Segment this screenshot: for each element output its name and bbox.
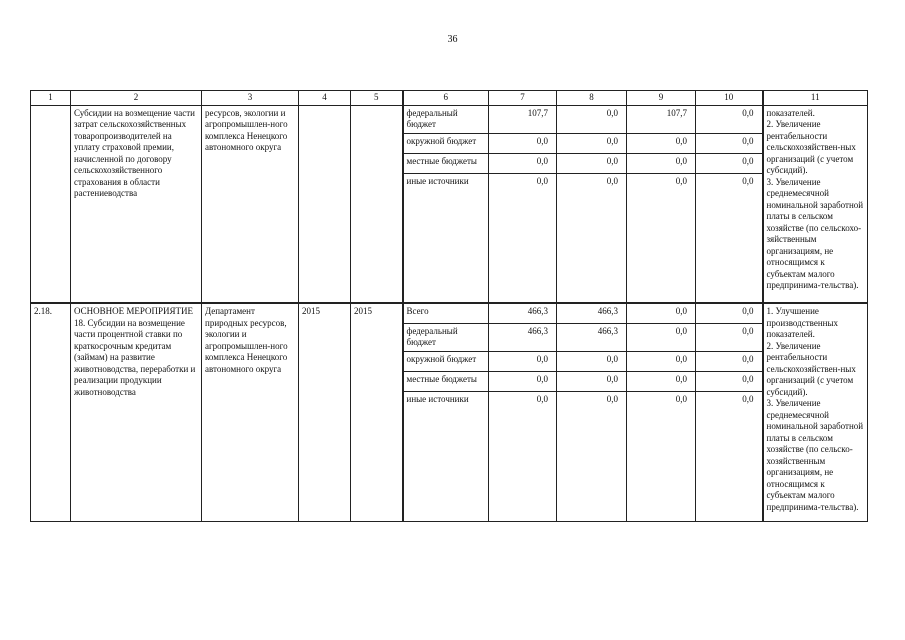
expected-results: показателей. 2. Увеличение рентабельности сельскохозяйствен-ных организаций (с учетом субсидий). 3. Увеличение среднемесячной номинальной заработной платы в сельском хозяйстве (по сельскохо-зяйственным организациям, не относящимся к субъектам малого предпринима-тельства). [763, 105, 868, 303]
column-header: 8 [557, 91, 627, 106]
program-table [30, 90, 868, 522]
value-cell: 107,7 [489, 105, 557, 133]
funding-source: федеральный бюджет [403, 323, 489, 351]
row-number [31, 105, 71, 303]
funding-source: окружной бюджет [403, 133, 489, 153]
value-cell: 0,0 [696, 391, 763, 521]
value-cell: 466,3 [489, 323, 557, 351]
executor: Департамент природных ресурсов, экологии и агропромышлен-ного комплекса Ненецкого автономного округа [202, 303, 299, 521]
expected-results: 1. Улучшение производственных показателей. 2. Увеличение рентабельности сельскохозяйствен-ных организаций (с учетом субсидий). 3. Увеличение среднемесячной номинальной заработной платы в сельском хозяйстве (по сельско-хозяйственным организациям, не относящимся к субъектам малого предпринима-тельства). [763, 303, 868, 521]
value-cell: 0,0 [696, 105, 763, 133]
start-year: 2015 [299, 303, 351, 521]
value-cell: 0,0 [696, 351, 763, 371]
value-cell: 0,0 [557, 153, 627, 173]
value-cell: 466,3 [557, 303, 627, 323]
value-cell: 0,0 [696, 371, 763, 391]
header-row [31, 91, 868, 106]
column-header: 5 [351, 91, 403, 106]
funding-source: иные источники [403, 391, 489, 521]
value-cell: 0,0 [489, 351, 557, 371]
column-header: 11 [763, 91, 868, 106]
measure-description: ОСНОВНОЕ МЕРОПРИЯТИЕ 18. Субсидии на возмещение части процентной ставки по краткосрочным кредитам (займам) на развитие животноводства, переработки и реализации продукции животноводства [71, 303, 202, 521]
value-cell: 0,0 [627, 173, 696, 303]
value-cell: 0,0 [489, 173, 557, 303]
column-header: 3 [202, 91, 299, 106]
column-header: 4 [299, 91, 351, 106]
value-cell: 0,0 [627, 351, 696, 371]
column-header: 2 [71, 91, 202, 106]
value-cell: 0,0 [696, 303, 763, 323]
table-row [31, 303, 868, 323]
column-header: 6 [403, 91, 489, 106]
value-cell: 0,0 [696, 133, 763, 153]
value-cell: 0,0 [557, 351, 627, 371]
end-year [351, 105, 403, 303]
table-row [31, 105, 868, 133]
executor: ресурсов, экологии и агропромышлен-ного комплекса Ненецкого автономного округа [202, 105, 299, 303]
value-cell: 0,0 [627, 371, 696, 391]
page-number: 36 [447, 34, 458, 45]
value-cell: 0,0 [557, 371, 627, 391]
column-header: 1 [31, 91, 71, 106]
funding-source: окружной бюджет [403, 351, 489, 371]
value-cell: 466,3 [489, 303, 557, 323]
row-number: 2.18. [31, 303, 71, 521]
start-year [299, 105, 351, 303]
value-cell: 0,0 [489, 391, 557, 521]
value-cell: 0,0 [489, 371, 557, 391]
value-cell: 0,0 [557, 105, 627, 133]
funding-source: местные бюджеты [403, 153, 489, 173]
value-cell: 0,0 [557, 391, 627, 521]
value-cell: 107,7 [627, 105, 696, 133]
column-header: 9 [627, 91, 696, 106]
funding-source: федеральный бюджет [403, 105, 489, 133]
value-cell: 0,0 [557, 133, 627, 153]
funding-source: местные бюджеты [403, 371, 489, 391]
value-cell: 0,0 [696, 323, 763, 351]
funding-source: Всего [403, 303, 489, 323]
value-cell: 0,0 [557, 173, 627, 303]
value-cell: 0,0 [696, 153, 763, 173]
value-cell: 0,0 [627, 391, 696, 521]
measure-description: Субсидии на возмещение части затрат сельскохозяйственных товаропроизводителей на уплату страховой премии, начисленной по договору сельскохозяйственного страхования в области растениеводства [71, 105, 202, 303]
value-cell: 0,0 [627, 133, 696, 153]
value-cell: 0,0 [489, 153, 557, 173]
value-cell: 0,0 [696, 173, 763, 303]
value-cell: 466,3 [557, 323, 627, 351]
funding-source: иные источники [403, 173, 489, 303]
end-year: 2015 [351, 303, 403, 521]
column-header: 10 [696, 91, 763, 106]
value-cell: 0,0 [627, 153, 696, 173]
column-header: 7 [489, 91, 557, 106]
value-cell: 0,0 [489, 133, 557, 153]
value-cell: 0,0 [627, 323, 696, 351]
value-cell: 0,0 [627, 303, 696, 323]
